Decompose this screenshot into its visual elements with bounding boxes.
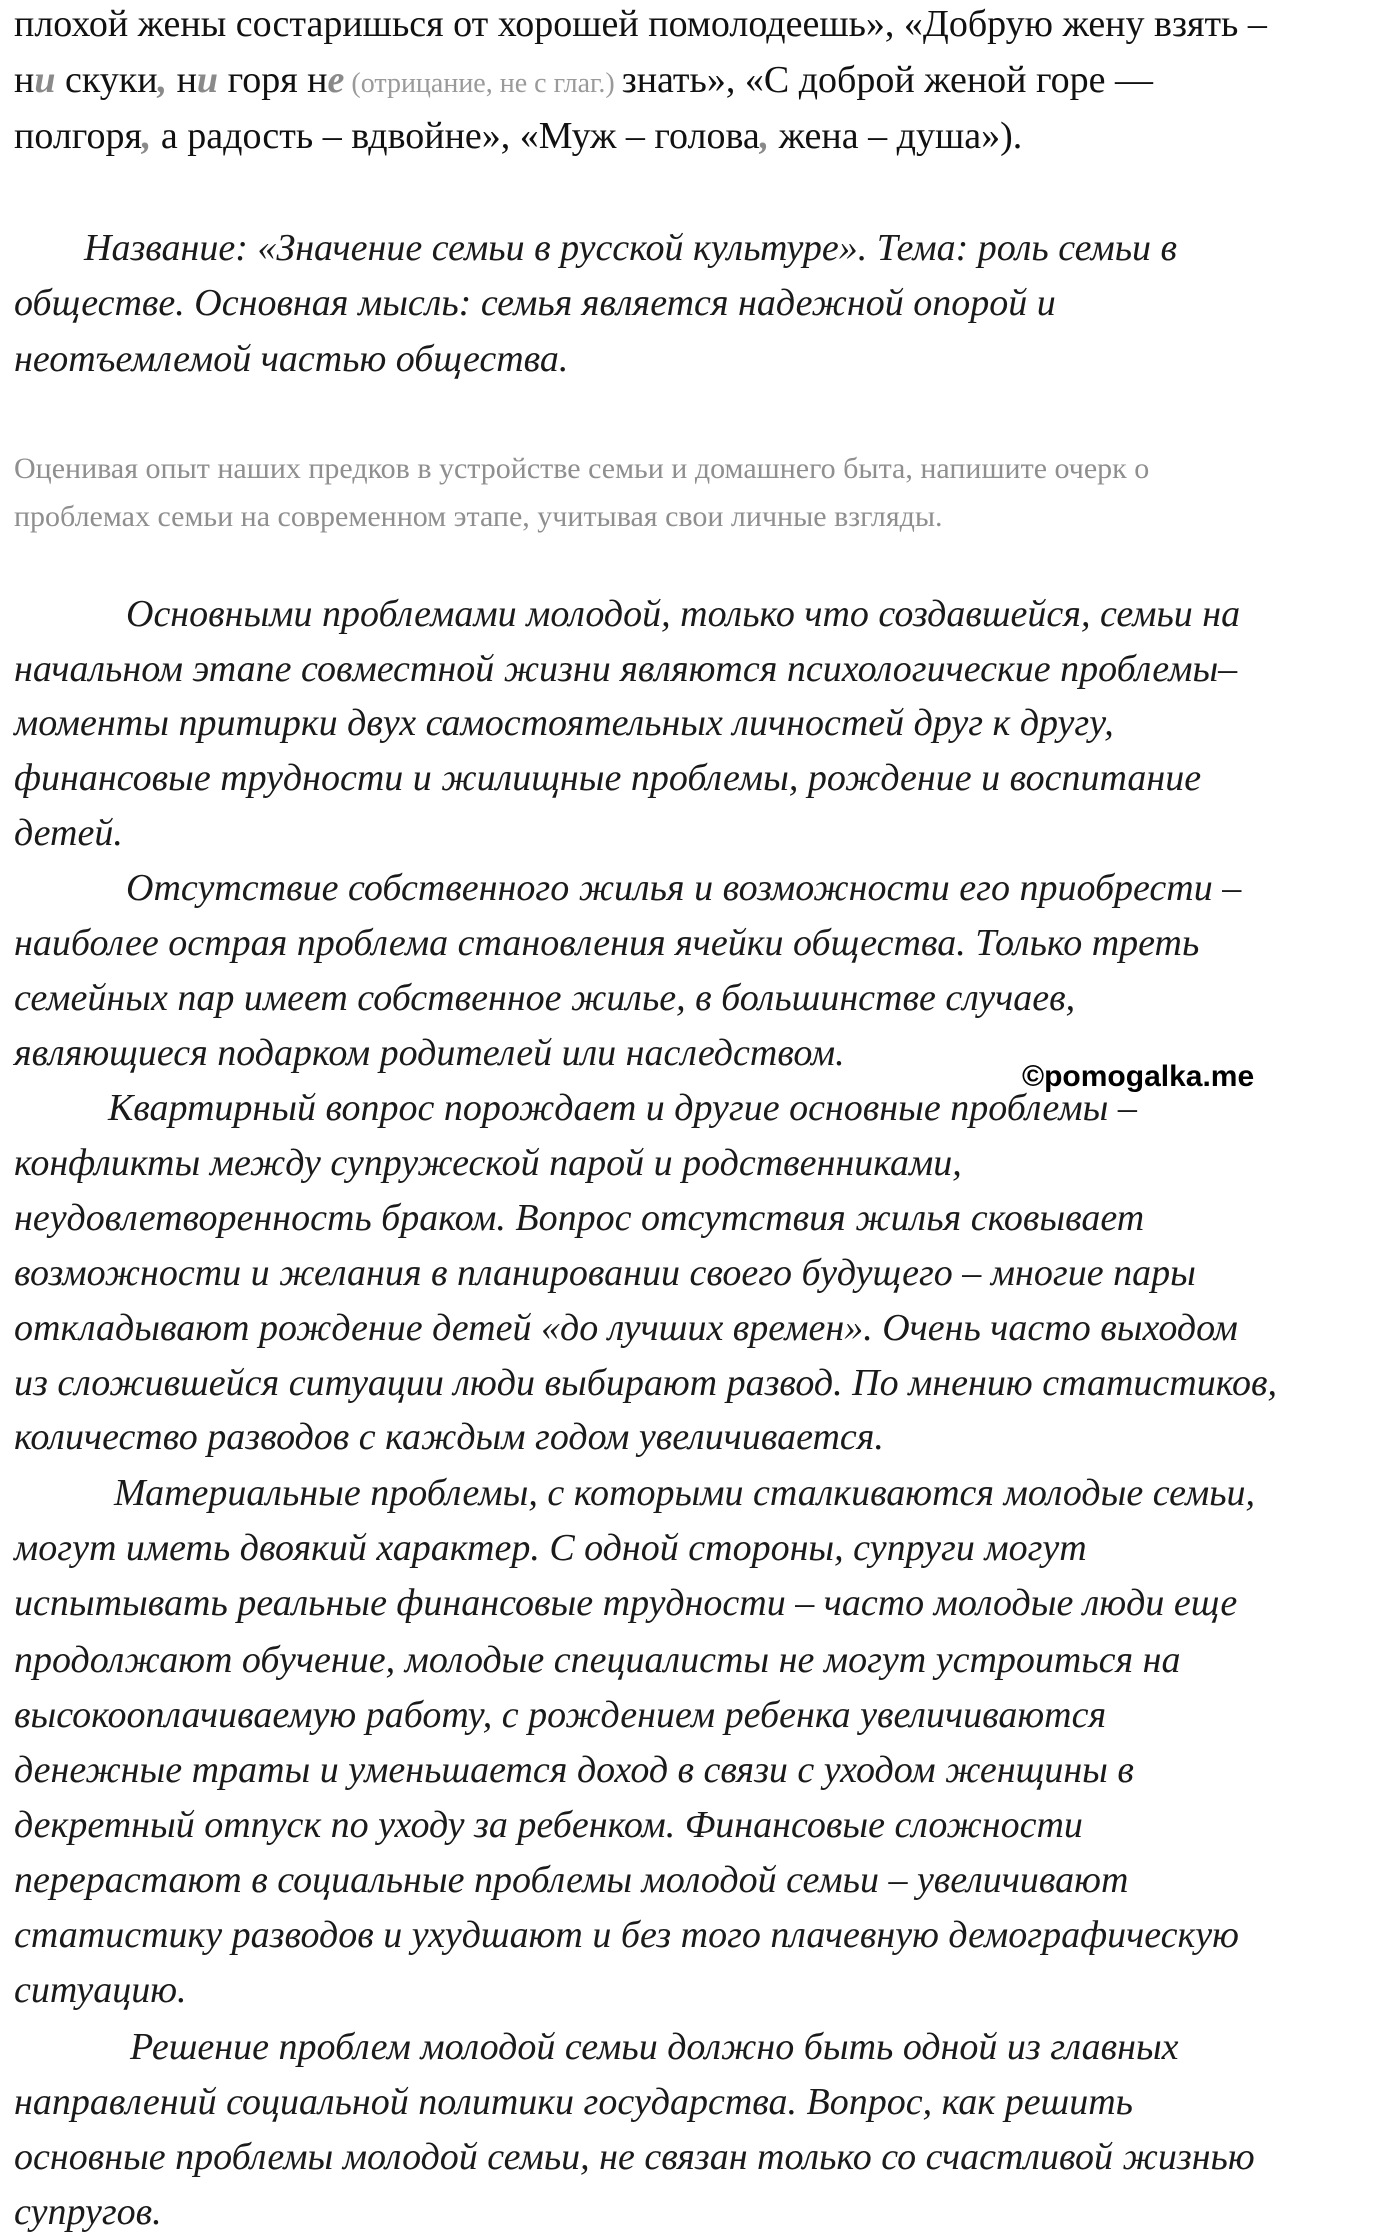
summary-line-1: Название: «Значение семьи в русской культуре». Тема: роль семьи в xyxy=(84,227,1178,269)
essay-p1-line-3: моменты притирки двух самостоятельных личностей друг к другу, xyxy=(14,702,1114,744)
essay-p5-line-3: основные проблемы молодой семьи, не связан только со счастливой жизнью xyxy=(14,2136,1255,2178)
essay-p4-line-7: декретный отпуск по уходу за ребенком. Финансовые сложности xyxy=(14,1804,1083,1846)
proverbs-text: полгоря xyxy=(14,115,142,157)
summary-line-3: неотъемлемой частью общества. xyxy=(14,338,569,380)
site-watermark: ©pomogalka.me xyxy=(1022,1060,1255,1093)
spelling-mark: и xyxy=(34,59,56,101)
essay-p4-line-2: могут иметь двоякий характер. С одной стороны, супруги могут xyxy=(14,1527,1087,1569)
proverbs-text: скуки xyxy=(55,59,158,101)
essay-p4-line-4: продолжают обучение, молодые специалисты не могут устроиться на xyxy=(14,1639,1181,1681)
proverbs-text: жена – душа»). xyxy=(769,115,1023,157)
essay-p4-line-3: испытывать реальные финансовые трудности – часто молодые люди еще xyxy=(14,1582,1238,1624)
essay-p4-line-9: статистику разводов и ухудшают и без того плачевную демографическую xyxy=(14,1914,1239,1956)
essay-p1-line-4: финансовые трудности и жилищные проблемы, рождение и воспитание xyxy=(14,757,1202,799)
punctuation-mark: , xyxy=(157,59,168,101)
essay-p4-line-5: высокооплачиваемую работу, с рождением ребенка увеличиваются xyxy=(14,1694,1107,1736)
essay-p3-line-4: возможности и желания в планировании своего будущего – многие пары xyxy=(14,1252,1196,1294)
spelling-mark: е xyxy=(327,59,345,101)
essay-p2-line-4: являющиеся подарком родителей или наследством. xyxy=(14,1032,845,1074)
essay-p3-line-1: Квартирный вопрос порождает и другие основные проблемы – xyxy=(108,1087,1137,1129)
task-line-1: Оценивая опыт наших предков в устройстве семьи и домашнего быта, напишите очерк о xyxy=(14,452,1150,485)
proverbs-text: н xyxy=(14,59,35,101)
essay-p2-line-1: Отсутствие собственного жилья и возможности его приобрести – xyxy=(126,867,1242,909)
essay-p4-line-10: ситуацию. xyxy=(14,1969,187,2011)
proverbs-text: плохой жены состаришься от хорошей помолодеешь», «Добрую жену взять – xyxy=(14,3,1267,45)
essay-p2-line-3: семейных пар имеет собственное жилье, в большинстве случаев, xyxy=(14,977,1076,1019)
summary-line-2: обществе. Основная мысль: семья является надежной опорой и xyxy=(14,282,1056,324)
essay-p4-line-8: перерастают в социальные проблемы молодой семьи – увеличивают xyxy=(14,1859,1129,1901)
essay-p5-line-2: направлений социальной политики государства. Вопрос, как решить xyxy=(14,2081,1133,2123)
proverbs-line-3 xyxy=(14,114,1022,158)
essay-p1-line-5: детей. xyxy=(14,812,123,854)
punctuation-mark: , xyxy=(759,115,770,157)
proverbs-line-2 xyxy=(14,58,1153,102)
task-line-2: проблемах семьи на современном этапе, учитывая свои личные взгляды. xyxy=(14,500,943,533)
essay-p1-line-2: начальном этапе совместной жизни являются психологические проблемы– xyxy=(14,648,1238,690)
proverbs-line-1 xyxy=(14,2,1267,46)
essay-p2-line-2: наиболее острая проблема становления ячейки общества. Только треть xyxy=(14,922,1200,964)
proverbs-text: а радость – вдвойне», «Муж – голова xyxy=(151,115,760,157)
essay-p1-line-1: Основными проблемами молодой, только что создавшейся, семьи на xyxy=(126,593,1241,635)
essay-p4-line-1: Материальные проблемы, с которыми сталкиваются молодые семьи, xyxy=(114,1472,1256,1514)
essay-p4-line-6: денежные траты и уменьшается доход в связи с уходом женщины в xyxy=(14,1749,1134,1791)
spelling-mark: и xyxy=(196,59,219,101)
proverbs-text: горя н xyxy=(218,59,328,101)
essay-p5-line-4: супругов. xyxy=(14,2191,162,2233)
proverbs-text: знать», «С доброй женой горе — xyxy=(621,59,1154,101)
grammar-note: (отрицание, не с глаг.) xyxy=(344,68,622,99)
essay-p3-line-2: конфликты между супружеской парой и родственниками, xyxy=(14,1142,962,1184)
proverbs-text: н xyxy=(167,59,197,101)
essay-p3-line-5: откладывают рождение детей «до лучших времен». Очень часто выходом xyxy=(14,1307,1238,1349)
punctuation-mark: , xyxy=(141,115,152,157)
essay-p3-line-7: количество разводов с каждым годом увеличивается. xyxy=(14,1416,884,1458)
essay-p3-line-6: из сложившейся ситуации люди выбирают развод. По мнению статистиков, xyxy=(14,1362,1278,1404)
essay-p5-line-1: Решение проблем молодой семьи должно быть одной из главных xyxy=(130,2026,1179,2068)
essay-p3-line-3: неудовлетворенность браком. Вопрос отсутствия жилья сковывает xyxy=(14,1197,1145,1239)
